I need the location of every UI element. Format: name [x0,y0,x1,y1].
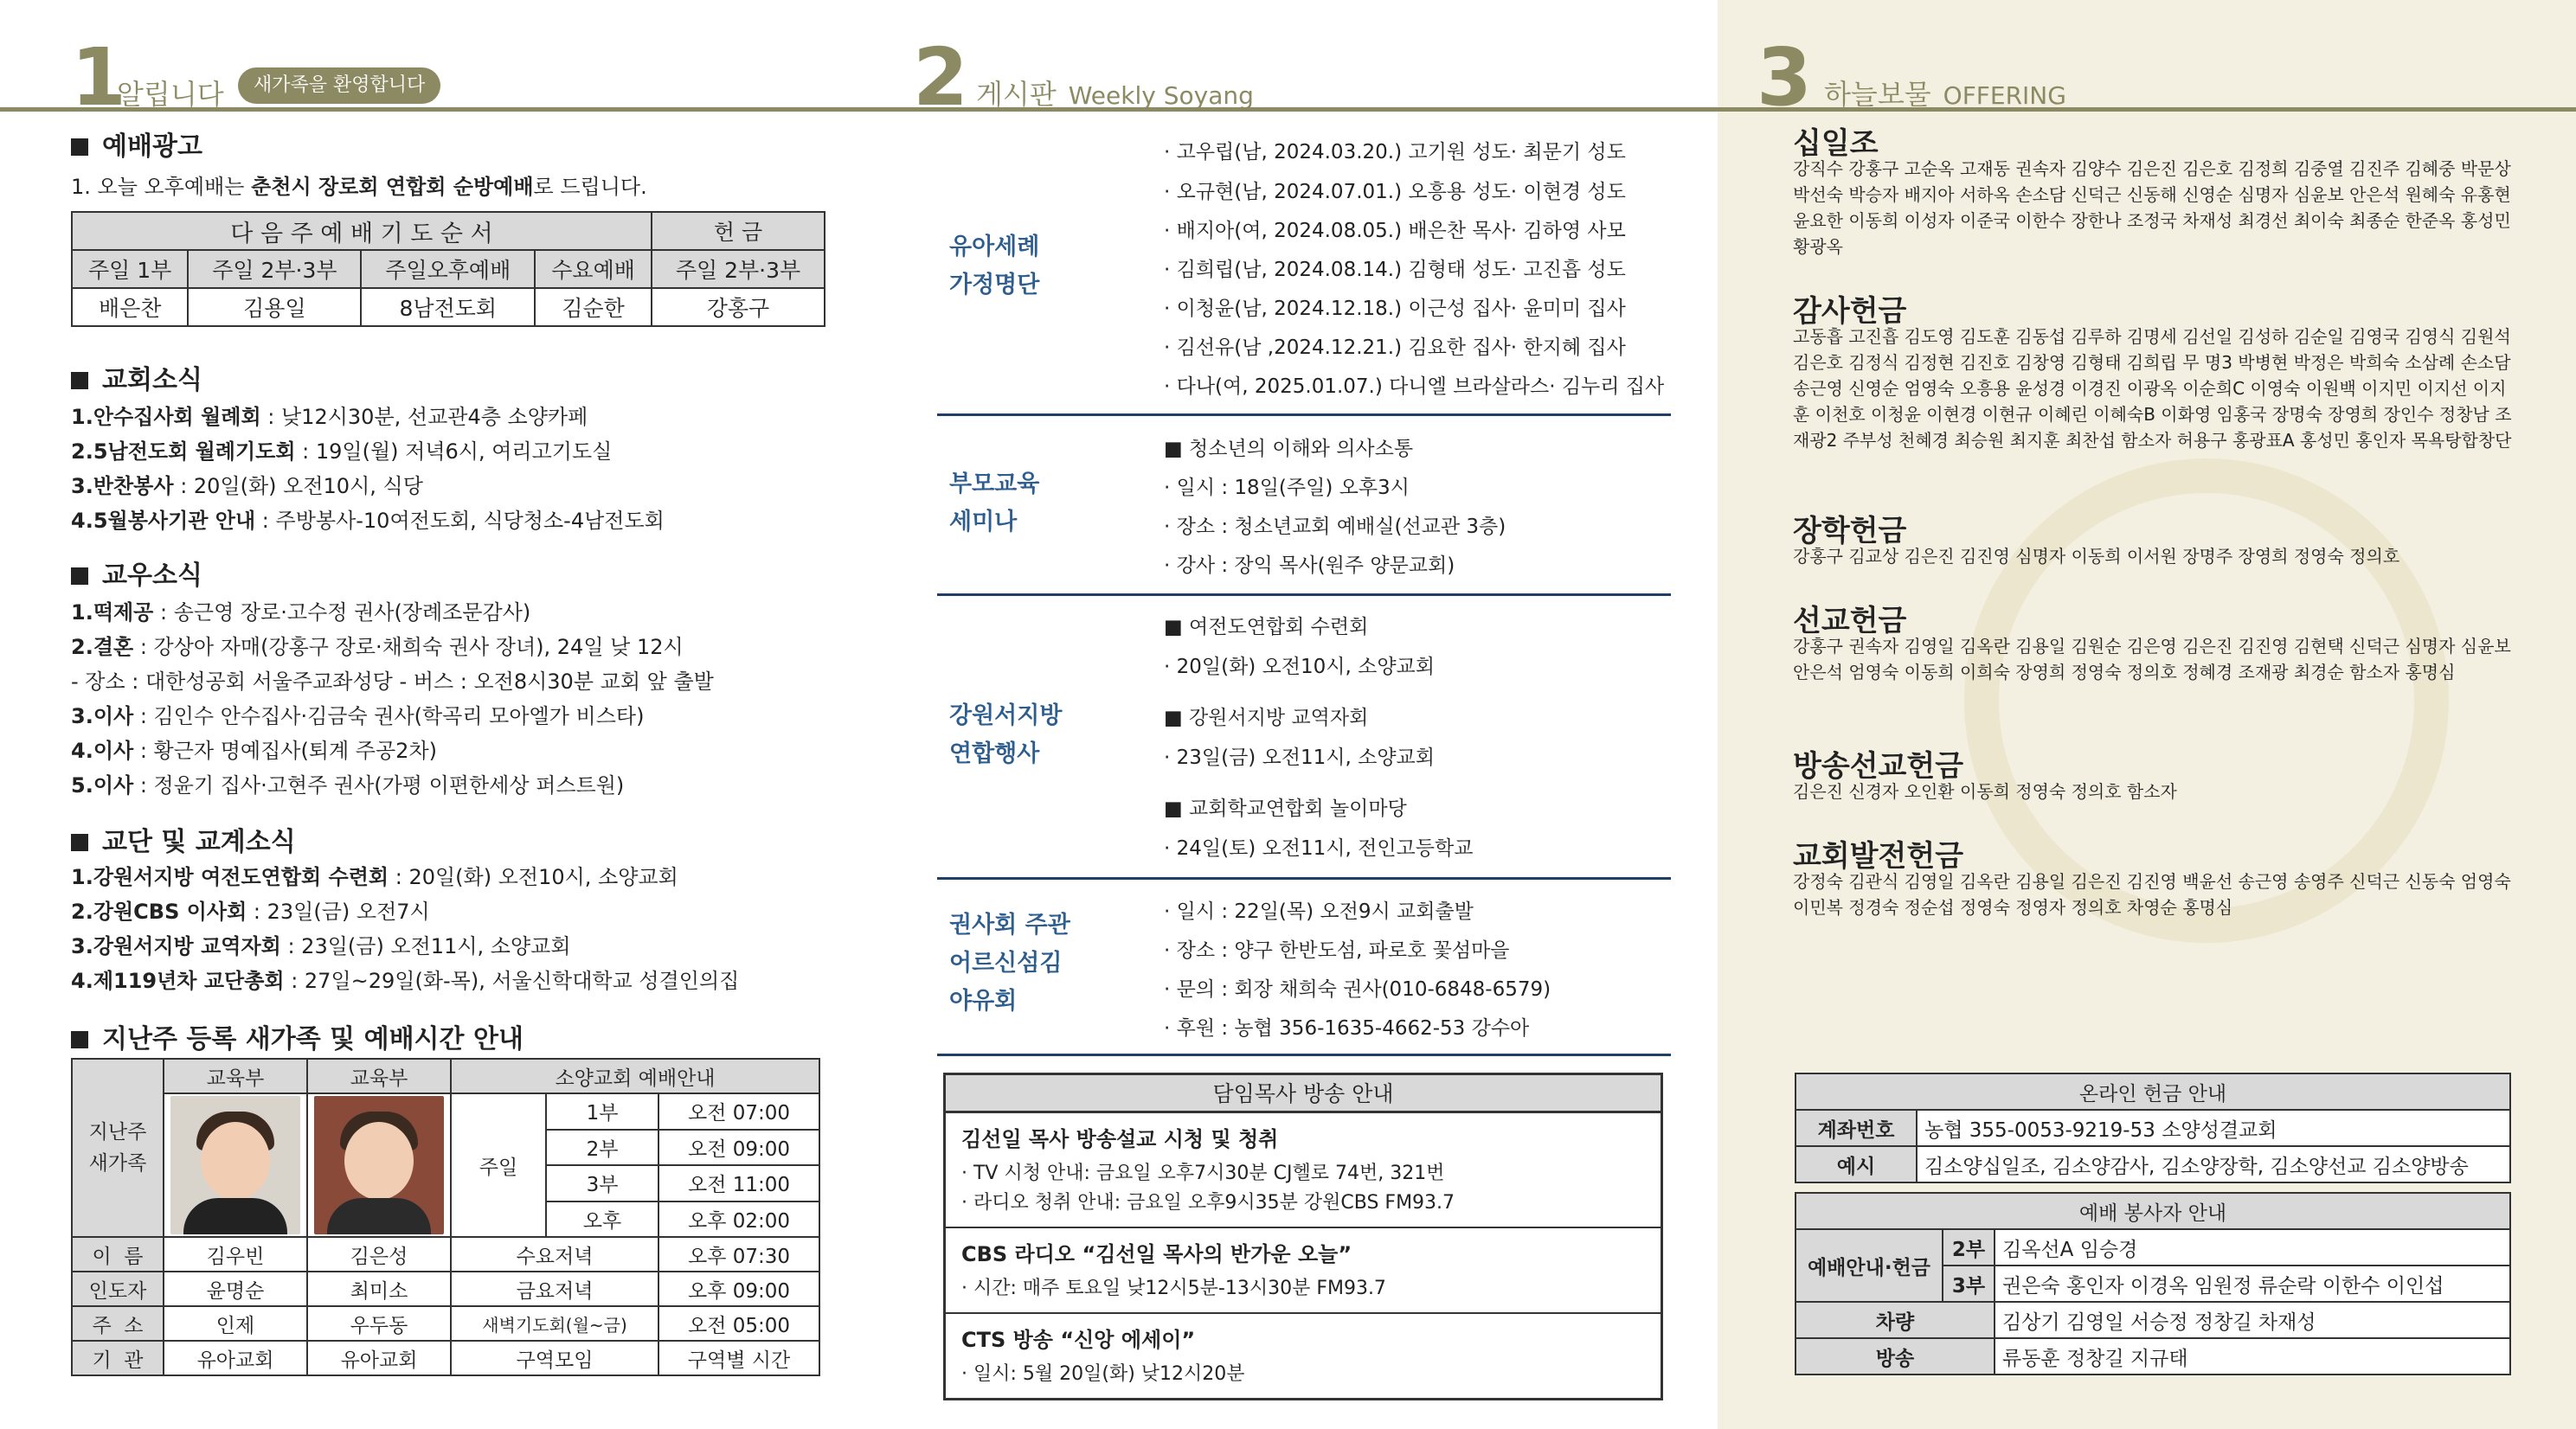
news-item-title: 2.5남전도회 월례기도회 [71,439,296,464]
bulletin-item: · 장소 : 양구 한반도섬, 파로호 꽃섬마을 [1164,939,1510,962]
prayer-order-value: 김용일 [188,288,361,326]
prayer-order-title: 다 음 주 예 배 기 도 순 서 [72,212,652,250]
sunday-service-time: 오전 09:00 [658,1130,819,1166]
offering-category-title: 교회발전헌금 [1793,839,1964,874]
section2-title: 게시판 Weekly Soyang [976,78,1254,111]
bulletin-item: · 23일(금) 오전11시, 소양교회 [1164,747,1435,769]
newcomer-1-value: 김우빈 [164,1237,307,1272]
welcome-badge: 새가족을 환영합니다 [238,67,440,104]
sunday-label: 주일 [451,1093,546,1237]
news-item-title: 2.강원CBS 이사회 [71,900,247,924]
broadcast-header: 담임목사 방송 안내 [946,1075,1661,1113]
newcomer-field-label: 주 소 [72,1306,164,1341]
offering-category-names: 강정숙 김관식 김영일 김옥란 김용일 김은진 김진영 백윤선 송근영 송영주 신덕근 신동숙 엄영숙 이민복 정경숙 정순섭 정영숙 정영자 정의호 차영순 홍명심 [1793,871,2511,918]
newcomer-field-label: 인도자 [72,1272,164,1306]
bulletin-item: · 24일(토) 오전11시, 전인고등학교 [1164,837,1474,860]
newcomer-1-value: 유아교회 [164,1341,307,1375]
bulletin-item: · 배지아(여, 2024.08.05.) 배은찬 목사· 김하영 사모 [1164,220,1626,242]
usher-names-2: 김옥선A 임승경 [1995,1229,2510,1266]
broadcast-title: CBS 라디오 “김선일 목사의 반가운 오늘” [961,1242,1352,1266]
sunday-service-time: 오전 11:00 [658,1165,819,1202]
offering-category-names: 김은진 신경자 오인환 이동희 정영숙 정의호 함소자 [1793,781,2177,802]
news-item [71,469,423,499]
news-item [71,768,624,798]
news-item-text: : 정윤기 집사·고현주 권사(가평 이편한세상 퍼스트원) [133,773,625,798]
broadcast-box [943,1073,1663,1400]
bulletin-item: · 일시 : 18일(주일) 오후3시 [1164,477,1410,499]
newcomer-col2: 교육부 [307,1059,451,1093]
service-name: 수요저녁 [451,1237,658,1272]
prayer-order-table [71,211,825,327]
broadcast-section [946,1228,1661,1314]
usher-service-2: 2부 [1943,1229,1995,1266]
news-item-text: : 황근자 명예집사(퇴계 주공2차) [133,739,437,763]
news-item-title: 4.제119년차 교단총회 [71,969,285,993]
elders-picnic-label: 권사회 주관 어르신섬김 야유회 [949,912,1070,1015]
broadcast-section [946,1113,1661,1228]
newcomer-col1: 교육부 [164,1059,307,1093]
news-item-title: 3.이사 [71,704,134,728]
bulletin-item: · 오규현(남, 2024.07.01.) 오흥용 성도· 이현경 성도 [1164,181,1626,203]
parent-seminar-label: 부모교육 세미나 [949,471,1040,535]
worship-ad-heading: 예배광고 [71,125,202,163]
newcomer-row-label: 지난주 새가족 [72,1059,164,1237]
bulletin-item: · 김희립(남, 2024.08.14.) 김형태 성도· 고진흡 성도 [1164,259,1626,281]
service-info-header: 소양교회 예배안내 [451,1059,819,1093]
news-item-text: : 23일(금) 오전11시, 소양교회 [280,934,571,958]
news-item-title: 4.이사 [71,739,134,763]
divider [937,877,1671,880]
bulletin-item: · 문의 : 회장 채희숙 권사(010-6848-6579) [1164,978,1551,1001]
volunteers-header: 예배 봉사자 안내 [1795,1193,2510,1229]
header-rule [0,107,2576,112]
bulletin-item: · 강사 : 장익 목사(원주 양문교회) [1164,554,1455,577]
sunday-service-time: 오전 07:00 [658,1093,819,1130]
church-news-heading: 교회소식 [71,358,202,396]
section1-number: 1 [71,31,127,124]
news-item [71,699,644,729]
news-item-title: 5.이사 [71,773,134,798]
broadcast-line: · 일시: 5월 20일(화) 낮12시20분 [961,1363,1245,1385]
news-item [71,400,588,430]
bulletin-item: ■ 청소년의 이해와 의사소통 [1164,438,1414,460]
prayer-order-col-header: 주일 1부 [72,250,188,288]
prayer-order-col-header: 수요예배 [535,250,652,288]
vehicle-label: 차량 [1795,1302,1995,1338]
section3-number: 3 [1757,31,1813,124]
news-item [71,964,739,994]
news-item-text: : 강상아 자매(강홍구 장로·채희숙 권사 장녀), 24일 낮 12시 [133,635,684,659]
news-item [71,503,665,534]
news-item-title: 1.안수집사회 월례회 [71,405,261,429]
news-item-text: : 20일(화) 오전10시, 식당 [173,474,423,498]
bulletin-item: · 20일(화) 오전10시, 소양교회 [1164,656,1435,678]
newcomer-field-label: 이 름 [72,1237,164,1272]
baptism-label: 유아세례 가정명단 [949,234,1040,298]
news-item-text: : 19일(월) 저녁6시, 여리고기도실 [295,439,613,464]
divider [937,1054,1671,1056]
news-item [71,929,571,959]
prayer-order-value: 김순한 [535,288,652,326]
offering-category-title: 십일조 [1793,126,1879,161]
news-item-text: : 낮12시30분, 선교관4층 소양카페 [260,405,588,429]
denomination-news-heading: 교단 및 교계소식 [71,820,296,858]
bulletin-item: · 후원 : 농협 356-1635-4662-53 강수아 [1164,1017,1530,1040]
bulletin-item: · 이청윤(남, 2024.12.18.) 이근성 집사· 윤미미 집사 [1164,298,1626,320]
newcomer-field-label: 기 관 [72,1341,164,1375]
newcomer-2-value: 유아교회 [307,1341,451,1375]
offering-title: 헌 금 [652,212,825,250]
broadcast-line: · TV 시청 안내: 금요일 오후7시30분 CJ헬로 74번, 321번 [961,1163,1445,1184]
offering-category-title: 장학헌금 [1793,514,1907,548]
section1-title: 알립니다 [117,78,224,111]
prayer-order-col-header: 주일오후예배 [361,250,535,288]
bulletin-item: · 다나(여, 2025.01.07.) 다니엘 브라살라스· 김누리 집사 [1164,375,1665,398]
volunteers-table [1795,1192,2511,1375]
news-item-title: 3.강원서지방 교역자회 [71,934,281,958]
usher-service-3: 3부 [1943,1266,1995,1302]
offering-category-names: 강홍구 김교상 김은진 김진영 심명자 이동희 이서원 장명주 장영희 정영숙 정의호 [1793,546,2400,567]
newcomer-1-value: 윤명순 [164,1272,307,1306]
prayer-order-col-header: 주일 2부·3부 [188,250,361,288]
district-events-label: 강원서지방 연합행사 [949,702,1063,767]
broadcast-title: 김선일 목사 방송설교 시청 및 청취 [961,1127,1279,1151]
offering-category-names: 강직수 강홍구 고순옥 고재동 권속자 김양수 김은진 김은호 김정희 김중열 김진주 김혜중 박문상 박선숙 박승자 배지아 서하옥 손소담 신덕근 신동해 신영순 심명자 심윤보 안은석 원혜숙 유홍현 윤요한 이동희 이성자 이준국 이한수 장한나 조정국 차재성 최경선 최이숙 최종순 한준옥 홍성민 황광옥 [1793,158,2511,257]
news-item-text: - 장소 : 대한성공회 서울주교좌성당 - 버스 : 오전8시30분 교회 앞 출발 [71,670,714,694]
sunday-service-name: 1부 [546,1093,658,1130]
offering-category-names: 고동흡 고진흡 김도영 김도훈 김동섭 김루하 김명세 김선일 김성하 김순일 김영국 김영식 김원석 김은호 김정식 김정현 김진호 김창영 김형태 김희립 무 명3 박병현 박정은 박희숙 소삼례 손소담 송근영 신영순 엄영숙 오흥용 윤성경 이경진 이광옥 이순희C 이영숙 이원백 이지민 이지선 이지훈 이천호 이청윤 이현경 이현규 이혜린 이혜숙B 이화영 임홍국 장명숙 장영희 장인수 정창남 조재광2 주부성 천혜경 최승원 최지훈 최찬섭 함소자 허용구 홍광표A 홍성민 홍인자 목욕탕합창단 [1793,326,2512,451]
news-item [71,734,437,764]
news-item-text: : 송근영 장로·고수정 권사(장례조문감사) [153,600,531,625]
service-name: 구역모임 [451,1341,658,1375]
service-time: 오후 09:00 [658,1272,819,1306]
news-item-title: 4.5월봉사기관 안내 [71,509,256,533]
newcomer-1-value: 인제 [164,1306,307,1341]
offering-category-title: 감사헌금 [1793,294,1907,329]
prayer-order-value: 배은찬 [72,288,188,326]
example-value: 김소양십일조, 김소양감사, 김소양장학, 김소양선교 김소양방송 [1917,1146,2510,1182]
prayer-order-col-header: 주일 2부·3부 [652,250,825,288]
offering-category-title: 선교헌금 [1793,604,1907,638]
news-item-title: 1.떡제공 [71,600,154,625]
news-item [71,860,678,890]
online-offering-header: 온라인 헌금 안내 [1795,1073,2510,1110]
broadcast-line: · 시간: 매주 토요일 낮12시5분-13시30분 FM93.7 [961,1278,1386,1299]
news-item [71,595,530,625]
divider [937,593,1671,596]
online-offering-table [1795,1073,2511,1183]
broadcast-volunteer-names: 류동훈 정창길 지규태 [1995,1338,2510,1375]
member-news-heading: 교우소식 [71,554,202,592]
bulletin-item: · 김선유(남 ,2024.12.21.) 김요한 집사· 한지혜 집사 [1164,336,1626,359]
service-time: 오전 05:00 [658,1306,819,1341]
news-item-title: 3.반찬봉사 [71,474,174,498]
newcomer-2-value: 최미소 [307,1272,451,1306]
sunday-service-name: 오후 [546,1202,658,1238]
broadcast-line: · 라디오 청취 안내: 금요일 오후9시35분 강원CBS FM93.7 [961,1192,1455,1214]
bulletin-item: · 장소 : 청소년교회 예배실(선교관 3층) [1164,516,1506,538]
news-item [71,630,684,660]
usher-names-3: 권은숙 홍인자 이경옥 임원정 류순락 이한수 이인섭 [1995,1266,2510,1302]
news-item [71,894,430,925]
offering-category-title: 방송선교헌금 [1793,749,1964,784]
broadcast-volunteer-label: 방송 [1795,1338,1995,1375]
news-item-title: 1.강원서지방 여전도연합회 수련회 [71,865,389,889]
news-item-text: : 20일(화) 오전10시, 소양교회 [389,865,678,889]
bulletin-item: · 일시 : 22일(목) 오전9시 교회출발 [1164,900,1474,923]
divider [937,413,1671,416]
service-time: 오후 07:30 [658,1237,819,1272]
sunday-service-name: 3부 [546,1165,658,1202]
worship-ad-line: 1. 오늘 오후예배는 춘천시 장로회 연합회 순방예배로 드립니다. [71,175,647,199]
sunday-service-name: 2부 [546,1130,658,1166]
news-item [71,434,612,465]
section2-number: 2 [913,31,969,124]
section3-title: 하늘보물 OFFERING [1824,78,2066,111]
news-item [71,664,714,695]
newcomers-heading: 지난주 등록 새가족 및 예배시간 안내 [71,1017,524,1055]
sunday-service-time: 오후 02:00 [658,1202,819,1238]
usher-label: 예배안내·헌금 [1795,1229,1943,1302]
newcomer-2-value: 김은성 [307,1237,451,1272]
service-name: 새벽기도회(월~금) [451,1306,658,1341]
newcomer-2-value: 우두동 [307,1306,451,1341]
news-item-text: : 주방봉사-10여전도회, 식당청소-4남전도회 [255,509,665,533]
broadcast-section [946,1314,1661,1398]
example-label: 예시 [1795,1146,1917,1182]
bulletin-item: ■ 교회학교연합회 놀이마당 [1164,798,1407,820]
bulletin-item: ■ 강원서지방 교역자회 [1164,707,1369,729]
bulletin-item: ■ 여전도연합회 수련회 [1164,616,1369,638]
newcomer-photo-2 [307,1093,451,1237]
prayer-order-value: 강홍구 [652,288,825,326]
news-item-text: : 27일~29일(화-목), 서울신학대학교 성결인의집 [284,969,740,993]
news-item-text: : 23일(금) 오전7시 [247,900,430,924]
vehicle-names: 김상기 김영일 서승정 정창길 차재성 [1995,1302,2510,1338]
news-item-title: 2.결혼 [71,635,134,659]
offering-category-names: 강홍구 권속자 김영일 김옥란 김용일 김원순 김은영 김은진 김진영 김현택 신덕근 심명자 심윤보 안은석 엄영숙 이동희 이희숙 장영희 정영숙 정의호 정혜경 조재광 최경순 함소자 홍명심 [1793,636,2511,682]
bulletin-item: · 고우립(남, 2024.03.20.) 고기원 성도· 최문기 성도 [1164,141,1626,163]
prayer-order-value: 8남전도회 [361,288,535,326]
newcomer-photo-1 [164,1093,307,1237]
newcomers-table [71,1058,820,1376]
service-time: 구역별 시간 [658,1341,819,1375]
broadcast-title: CTS 방송 “신앙 에세이” [961,1328,1196,1352]
service-name: 금요저녁 [451,1272,658,1306]
news-item-text: : 김인수 안수집사·김금숙 권사(학곡리 모아엘가 비스타) [133,704,645,728]
account-label: 계좌번호 [1795,1110,1917,1146]
account-value: 농협 355-0053-9219-53 소양성결교회 [1917,1110,2510,1146]
